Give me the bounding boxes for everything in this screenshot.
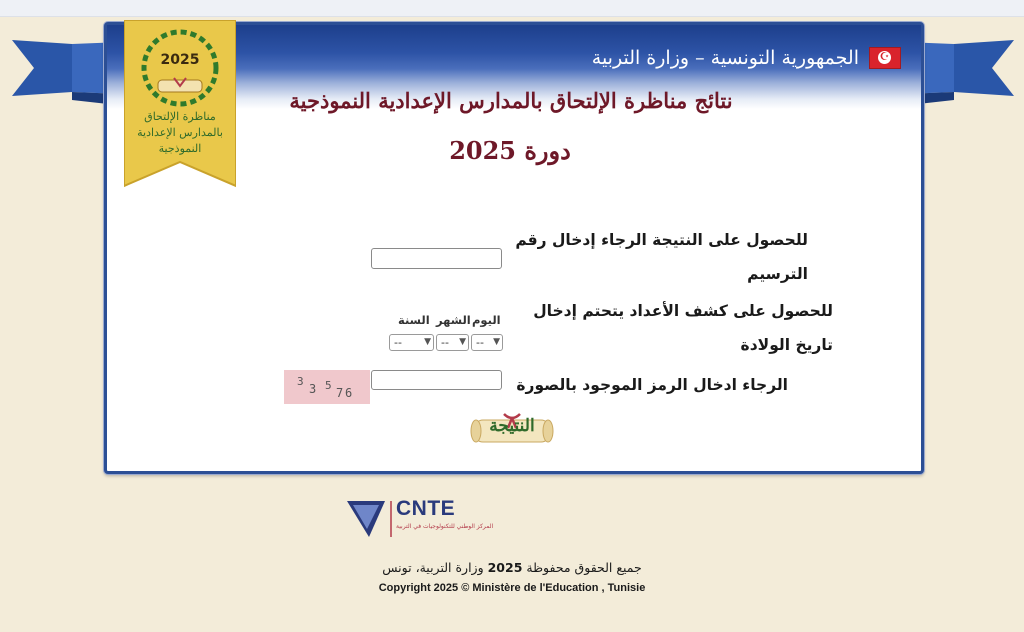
day-select-value: -- <box>476 336 484 349</box>
registration-number-label: للحصول على النتيجة الرجاء إدخال رقم الترسيم <box>515 231 808 283</box>
copyright-french: Copyright 2025 © Ministère de l'Education , Tunisie <box>378 582 646 594</box>
session-title: دورة 2025 <box>449 136 571 165</box>
copyright-ar-prefix: جميع الحقوق محفوظة <box>526 560 642 575</box>
year-select-value: -- <box>394 336 402 349</box>
ministry-title: الجمهورية التونسية – وزارة التربية <box>591 47 859 69</box>
captcha-label: الرجاء ادخال الرمز الموجود بالصورة <box>516 376 788 394</box>
birthdate-label: للحصول على كشف الأعداد يتحتم إدخال تاريخ الولادة <box>533 302 833 354</box>
badge-text-2: بالمدارس الإعدادية <box>137 126 223 139</box>
cnte-name: CNTE <box>396 497 456 520</box>
year-select[interactable] <box>389 334 434 351</box>
result-submit-button[interactable] <box>468 410 556 446</box>
day-select[interactable] <box>471 334 503 351</box>
captcha-image <box>284 370 370 404</box>
tunisia-flag-icon <box>869 47 901 69</box>
captcha-char: 3 <box>297 375 304 388</box>
browser-top-strip <box>0 0 1024 17</box>
page-title: نتائج مناظرة الإلتحاق بالمدارس الإعدادية النموذجية <box>289 88 733 113</box>
day-label: اليوم <box>472 313 501 327</box>
ministry-header <box>592 43 901 73</box>
contest-badge-logo <box>124 20 236 190</box>
captcha-char: 6 <box>345 386 353 400</box>
submit-label: النتيجة <box>489 416 535 436</box>
captcha-char: 5 <box>325 379 332 392</box>
copyright-ar-year: 2025 <box>487 560 523 575</box>
cnte-subtitle: المركز الوطني للتكنولوجيات في التربية <box>396 523 494 530</box>
copyright-ar-suffix: وزارة التربية، تونس <box>382 560 484 575</box>
month-select-value: -- <box>441 336 449 349</box>
chevron-down-icon: ▼ <box>424 337 431 347</box>
captcha-input[interactable] <box>371 370 502 390</box>
chevron-down-icon: ▼ <box>493 337 500 347</box>
badge-year: 2025 <box>160 52 200 68</box>
badge-text-1: مناظرة الإلتحاق <box>144 110 216 123</box>
month-select[interactable] <box>436 334 469 351</box>
copyright-arabic <box>0 560 1024 575</box>
month-label: الشهر <box>436 313 471 327</box>
badge-text-3: النموذجية <box>158 142 202 155</box>
chevron-down-icon: ▼ <box>459 337 466 347</box>
registration-number-input[interactable] <box>371 248 502 269</box>
captcha-char: 3 <box>309 382 317 396</box>
captcha-char: 7 <box>336 386 344 400</box>
year-label: السنة <box>398 313 430 327</box>
